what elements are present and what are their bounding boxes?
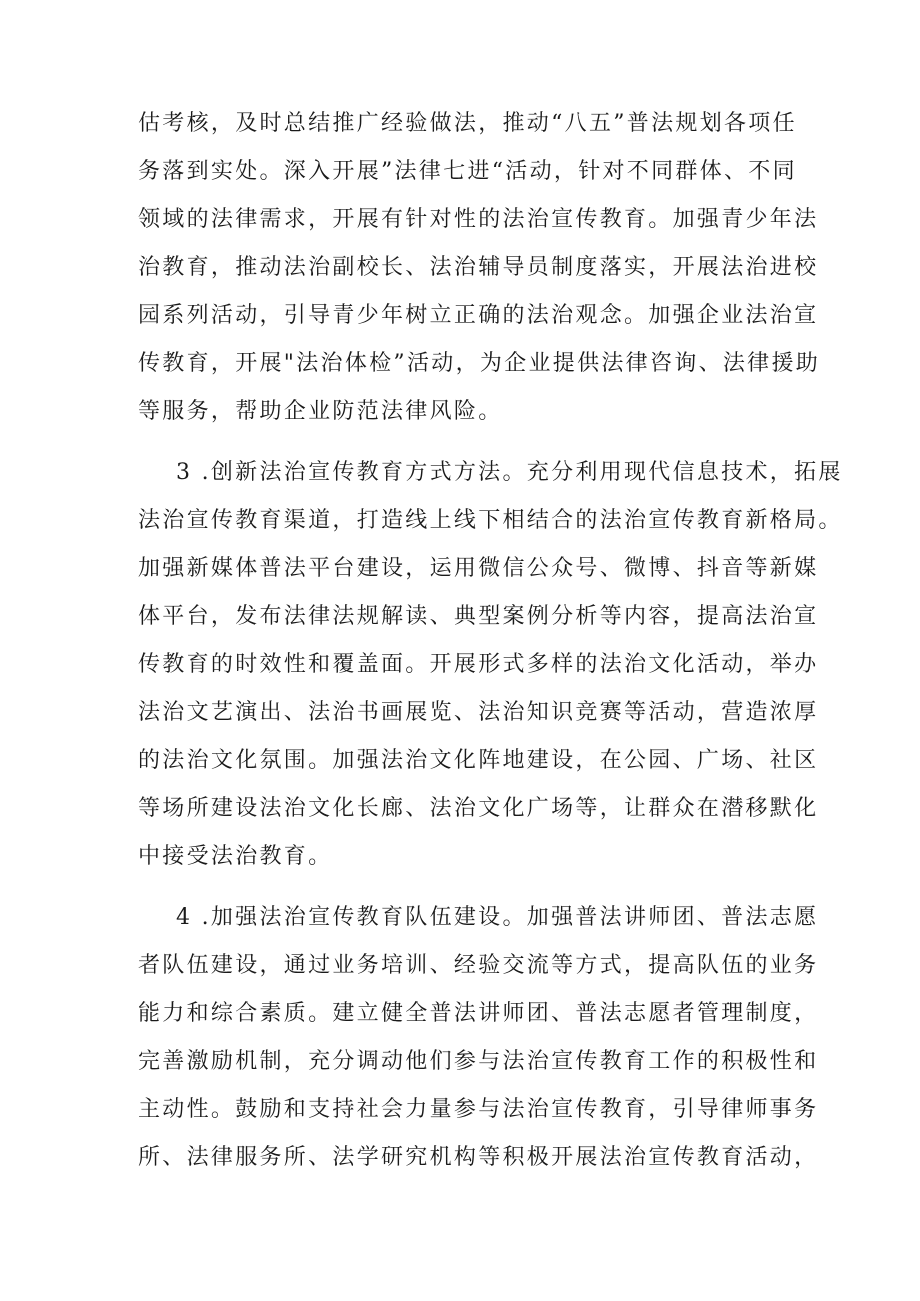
text-line: 能力和综合素质。建立健全普法讲师团、普法志愿者管理制度， [138, 1001, 819, 1026]
text-line: 领域的法律需求，开展有针对性的法治宣传教育。加强青少年法 [138, 207, 819, 232]
text-line: 3 .创新法治宣传教育方式方法。充分利用现代信息技术，拓展 [176, 460, 843, 485]
text-line: 等服务，帮助企业防范法律风险。 [138, 399, 503, 424]
paragraph-gap [138, 436, 798, 449]
text-line: 传教育的时效性和覆盖面。开展形式多样的法治文化活动，举办 [138, 652, 819, 677]
paragraph-4 [138, 894, 819, 1182]
text-line: 中接受法治教育。 [138, 844, 333, 869]
text-line: 的法治文化氛围。加强法治文化阵地建设，在公园、广场、社区 [138, 748, 819, 773]
text-line: 传教育，开展"法治体检”活动，为企业提供法律咨询、法律援助 [138, 351, 821, 376]
text-line: 主动性。鼓励和支持社会力量参与法治宣传教育，引导律师事务 [138, 1097, 819, 1122]
text-line: 者队伍建设，通过业务培训、经验交流等方式，提高队伍的业务 [138, 953, 819, 978]
text-line: 治教育，推动法治副校长、法治辅导员制度落实，开展法治进校 [138, 255, 819, 280]
paragraph-3 [138, 449, 843, 881]
text-line: 加强新媒体普法平台建设，运用微信公众号、微博、抖音等新媒 [138, 556, 819, 581]
text-line: 4 .加强法治宣传教育队伍建设。加强普法讲师团、普法志愿 [176, 905, 819, 930]
text-line: 完善激励机制，充分调动他们参与法治宣传教育工作的积极性和 [138, 1049, 819, 1074]
text-line: 园系列活动，引导青少年树立正确的法治观念。加强企业法治宣 [138, 303, 819, 328]
document-body [138, 100, 843, 1182]
text-line: 所、法律服务所、法学研究机构等积极开展法治宣传教育活动， [138, 1145, 819, 1170]
text-line: 法治文艺演出、法治书画展览、法治知识竞赛等活动，营造浓厚 [138, 700, 819, 725]
text-line: 务落到实处。深入开展”法律七进“活动，针对不同群体、不同 [138, 159, 797, 184]
text-line: 法治宣传教育渠道，打造线上线下相结合的法治宣传教育新格局。 [138, 508, 843, 533]
paragraph-gap [138, 881, 798, 894]
paragraph-continuation [138, 100, 821, 436]
text-line: 等场所建设法治文化长廊、法治文化广场等，让群众在潜移默化 [138, 796, 819, 821]
text-line: 体平台，发布法律法规解读、典型案例分析等内容，提高法治宣 [138, 604, 819, 629]
text-line: 估考核，及时总结推广经验做法，推动“八五”普法规划各项任 [138, 111, 797, 136]
